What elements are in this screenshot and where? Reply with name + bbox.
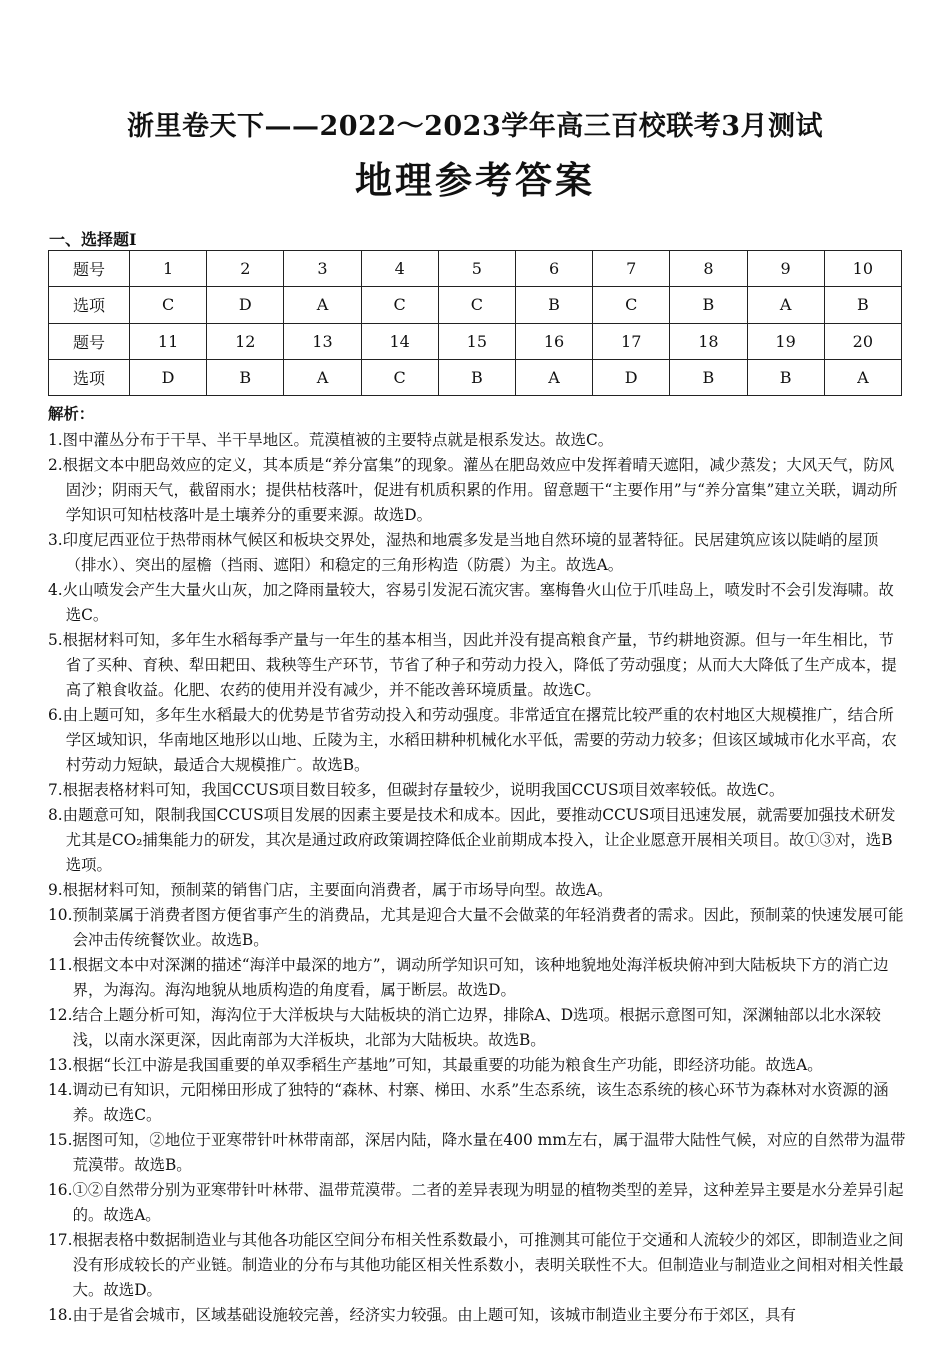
answer-cell: A — [515, 359, 592, 395]
answer-cell: C — [438, 287, 515, 323]
question-number-cell: 20 — [824, 323, 901, 359]
question-number-cell: 2 — [207, 251, 284, 287]
analysis-item: 7.根据表格材料可知，我国CCUS项目数目较多，但碳封存量较少，说明我国CCUS项目效率较低。故选C。 — [48, 781, 785, 799]
analysis-item: 1.图中灌丛分布于干旱、半干旱地区。荒漠植被的主要特点就是根系发达。故选C。 — [48, 431, 614, 449]
answer-cell: D — [130, 359, 207, 395]
answer-cell: B — [670, 359, 747, 395]
analysis-item: 5.根据材料可知，多年生水稻每季产量与一年生的基本相当，因此并没有提高粮食产量，节约耕地资源。但与一年生相比，节省了买种、育秧、犁田耙田、栽秧等生产环节，节省了种子和劳动力投入，降低了劳动强度；从而大大降低了生产成本，提高了粮食收益。化肥、农药的使用并没有减少，并不能改善环境质量。故选C。 — [48, 631, 897, 699]
answer-cell: D — [593, 359, 670, 395]
question-number-cell: 16 — [515, 323, 592, 359]
question-number-cell: 19 — [747, 323, 824, 359]
question-number-cell: 5 — [438, 251, 515, 287]
analysis-item: 14.调动已有知识，元阳梯田形成了独特的“森林、村寨、梯田、水系”生态系统，该生态系统的核心环节为森林对水资源的涵养。故选C。 — [48, 1081, 889, 1124]
question-number-cell: 3 — [284, 251, 361, 287]
answer-label: 选项 — [49, 287, 130, 323]
analysis-item: 9.根据材料可知，预制菜的销售门店，主要面向消费者，属于市场导向型。故选A。 — [48, 881, 613, 899]
question-number-cell: 18 — [670, 323, 747, 359]
question-number-cell: 6 — [515, 251, 592, 287]
analysis-item: 8.由题意可知，限制我国CCUS项目发展的因素主要是技术和成本。因此，要推动CCUS项目迅速发展，就需要加强技术研发尤其是CO₂捕集能力的研发，其次是通过政府政策调控降低企业前期成本投入，让企业愿意开展相关项目。故①③对，选B选项。 — [48, 806, 896, 874]
analysis-item: 16.①②自然带分别为亚寒带针叶林带、温带荒漠带。二者的差异表现为明显的植物类型的差异，这种差异主要是水分差异引起的。故选A。 — [48, 1181, 904, 1224]
answer-cell: B — [670, 287, 747, 323]
question-number-cell: 11 — [130, 323, 207, 359]
answer-cell: A — [824, 359, 901, 395]
answer-table — [48, 250, 902, 396]
question-number-cell: 17 — [593, 323, 670, 359]
answer-cell: B — [824, 287, 901, 323]
question-number-row — [49, 323, 902, 359]
analysis-section — [48, 402, 906, 1328]
analysis-item: 12.结合上题分析可知，海沟位于大洋板块与大陆板块的消亡边界，排除A、D选项。根据示意图可知，深渊轴部以北水深较浅，以南水深更深，因此南部为大洋板块，北部为大陆板块。故选B。 — [48, 1006, 881, 1049]
question-number-cell: 10 — [824, 251, 901, 287]
question-number-row — [49, 251, 902, 287]
answer-cell: B — [207, 359, 284, 395]
question-number-cell: 7 — [593, 251, 670, 287]
exam-title: 浙里卷天下——2022～2023学年高三百校联考3月测试 — [126, 111, 824, 142]
answer-cell: A — [284, 359, 361, 395]
answer-row — [49, 287, 902, 323]
answer-cell: C — [361, 359, 438, 395]
answer-cell: B — [747, 359, 824, 395]
analysis-item: 3.印度尼西亚位于热带雨林气候区和板块交界处，湿热和地震多发是当地自然环境的显著特征。民居建筑应该以陡峭的屋顶（排水）、突出的屋檐（挡雨、遮阳）和稳定的三角形构造（防震）为主。故选A。 — [48, 531, 879, 574]
analysis-item: 2.根据文本中肥岛效应的定义，其本质是“养分富集”的现象。灌丛在肥岛效应中发挥着晴天遮阳，减少蒸发；大风天气，防风固沙；阴雨天气，截留雨水；提供枯枝落叶，促进有机质积累的作用。留意题干“主要作用”与“养分富集”建立关联，调动所学知识可知枯枝落叶是土壤养分的重要来源。故选D。 — [48, 456, 898, 524]
answer-cell: C — [361, 287, 438, 323]
analysis-item: 18.由于是省会城市，区域基础设施较完善，经济实力较强。由上题可知，该城市制造业主要分布于郊区，具有 — [48, 1306, 796, 1324]
analysis-item: 15.据图可知，②地位于亚寒带针叶林带南部，深居内陆，降水量在400 mm左右，属于温带大陆性气候，对应的自然带为温带荒漠带。故选B。 — [48, 1131, 906, 1174]
analysis-item: 10.预制菜属于消费者图方便省事产生的消费品，尤其是迎合大量不会做菜的年轻消费者的需求。因此，预制菜的快速发展可能会冲击传统餐饮业。故选B。 — [48, 906, 904, 949]
answer-cell: A — [284, 287, 361, 323]
question-number-label: 题号 — [49, 323, 130, 359]
question-number-cell: 1 — [130, 251, 207, 287]
analysis-item: 17.根据表格中数据制造业与其他各功能区空间分布相关性系数最小，可推测其可能位于交通和人流较少的郊区，即制造业之间没有形成较长的产业链。制造业的分布与其他功能区相关性系数小，表明关联性不大。但制造业与制造业之间相对相关性最大。故选D。 — [48, 1231, 904, 1299]
analysis-item: 11.根据文本中对深渊的描述“海洋中最深的地方”，调动所学知识可知，该种地貌地处海洋板块俯冲到大陆板块下方的消亡边界，为海沟。海沟地貌从地质构造的角度看，属于断层。故选D。 — [48, 956, 889, 999]
question-number-cell: 9 — [747, 251, 824, 287]
document-subtitle: 地理参考答案 — [355, 158, 595, 202]
question-number-cell: 8 — [670, 251, 747, 287]
answer-cell: B — [438, 359, 515, 395]
question-number-cell: 15 — [438, 323, 515, 359]
answer-cell: C — [593, 287, 670, 323]
answer-cell: A — [747, 287, 824, 323]
analysis-item: 4.火山喷发会产生大量火山灰，加之降雨量较大，容易引发泥石流灾害。塞梅鲁火山位于爪哇岛上，喷发时不会引发海啸。故选C。 — [48, 581, 894, 624]
analysis-item: 6.由上题可知，多年生水稻最大的优势是节省劳动投入和劳动强度。非常适宜在撂荒比较严重的农村地区大规模推广，结合所学区域知识，华南地区地形以山地、丘陵为主，水稻田耕种机械化水平低，需要的劳动力较多；但该区域城市化水平高，农村劳动力短缺，最适合大规模推广。故选B。 — [48, 706, 897, 774]
answer-cell: D — [207, 287, 284, 323]
question-number-cell: 4 — [361, 251, 438, 287]
question-number-cell: 13 — [284, 323, 361, 359]
answer-label: 选项 — [49, 359, 130, 395]
section-heading: 一、选择题Ⅰ — [49, 230, 137, 249]
question-number-cell: 14 — [361, 323, 438, 359]
analysis-label: 解析： — [48, 405, 95, 423]
answer-row — [49, 359, 902, 395]
question-number-label: 题号 — [49, 251, 130, 287]
answer-cell: C — [130, 287, 207, 323]
question-number-cell: 12 — [207, 323, 284, 359]
analysis-item: 13.根据“长江中游是我国重要的单双季稻生产基地”可知，其最重要的功能为粮食生产功能，即经济功能。故选A。 — [48, 1056, 823, 1074]
answer-cell: B — [515, 287, 592, 323]
